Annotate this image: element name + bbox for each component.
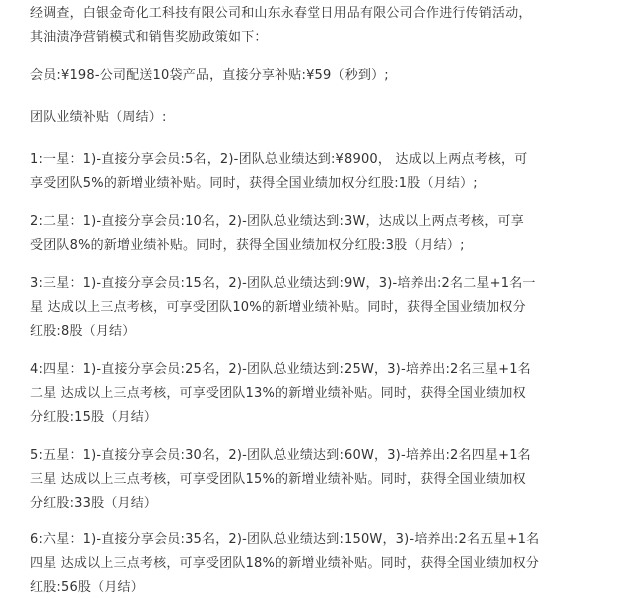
level-6-paragraph <box>30 528 615 600</box>
level-line: 三星 达成以上三点考核，可享受团队15%的新增业绩补贴。同时，获得全国业绩加权 <box>30 472 526 487</box>
level-line: 红股:56股（月结） <box>30 580 144 595</box>
level-line: 2:二星：1)-直接分享会员:10名，2)-团队总业绩达到:3W，达成以上两点考核，可享 <box>30 214 524 229</box>
level-line: 5:五星：1)-直接分享会员:30名，2)-团队总业绩达到:60W，3)-培养出:2名四星+1名 <box>30 448 531 463</box>
level-line: 6:六星：1)-直接分享会员:35名，2)-团队总业绩达到:150W，3)-培养出:2名五星+1名 <box>30 532 540 547</box>
level-line: 1:一星：1)-直接分享会员:5名，2)-团队总业绩达到:¥8900， 达成以上两点考核，可 <box>30 152 528 167</box>
level-line: 红股:8股（月结） <box>30 324 136 339</box>
level-line: 享受团队5%的新增业绩补贴。同时，获得全国业绩加权分红股:1股（月结）; <box>30 176 478 191</box>
level-4-paragraph <box>30 358 615 430</box>
level-line: 四星 达成以上三点考核，可享受团队18%的新增业绩补贴。同时，获得全国业绩加权分 <box>30 556 540 571</box>
level-2-paragraph <box>30 210 615 258</box>
level-line: 分红股:33股（月结） <box>30 496 158 511</box>
level-5-paragraph <box>30 444 615 516</box>
level-1-paragraph <box>30 148 615 196</box>
member-paragraph <box>30 64 615 88</box>
level-3-paragraph <box>30 272 615 344</box>
team-heading-text: 团队业绩补贴（周结）: <box>30 110 167 125</box>
intro-line: 其油渍净营销模式和销售奖励政策如下： <box>30 30 268 45</box>
intro-line: 经调查，白银金奇化工科技有限公司和山东永春堂日用品有限公司合作进行传销活动， <box>30 6 532 21</box>
level-line: 3:三星：1)-直接分享会员:15名，2)-团队总业绩达到:9W，3)-培养出:2名二星+1名一 <box>30 276 536 291</box>
team-heading <box>30 106 615 130</box>
member-line: 会员:¥198-公司配送10袋产品，直接分享补贴:¥59（秒到）; <box>30 68 389 83</box>
level-line: 4:四星：1)-直接分享会员:25名，2)-团队总业绩达到:25W，3)-培养出:2名三星+1名 <box>30 362 531 377</box>
level-line: 受团队8%的新增业绩补贴。同时，获得全国业绩加权分红股:3股（月结）; <box>30 238 465 253</box>
level-line: 二星 达成以上三点考核，可享受团队13%的新增业绩补贴。同时，获得全国业绩加权 <box>30 386 526 401</box>
level-line: 分红股:15股（月结） <box>30 410 158 425</box>
level-line: 星 达成以上三点考核，可享受团队10%的新增业绩补贴。同时，获得全国业绩加权分 <box>30 300 526 315</box>
intro-paragraph <box>30 2 615 50</box>
